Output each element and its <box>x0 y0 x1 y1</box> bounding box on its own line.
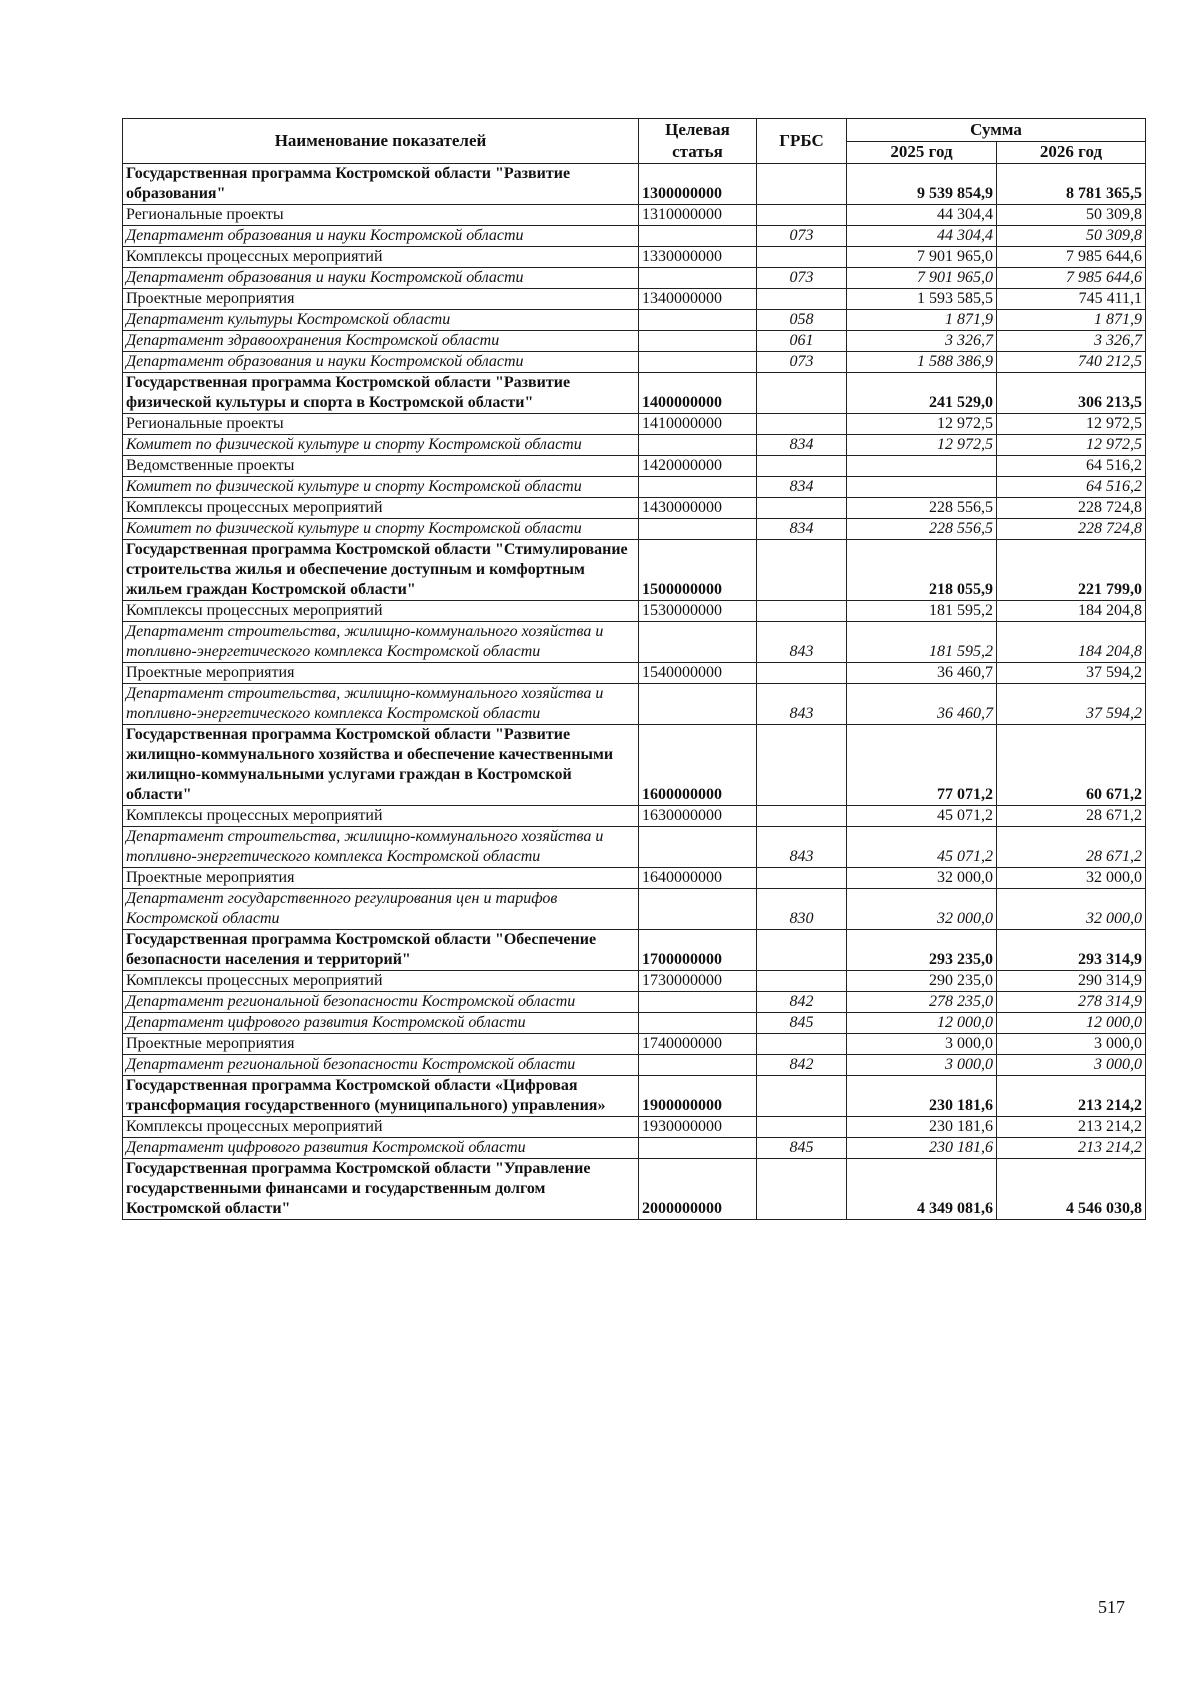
row-amount-2026: 8 781 365,5 <box>997 164 1146 205</box>
row-name: Департамент государственного регулирования цен и тарифов Костромской области <box>123 889 639 930</box>
row-amount-2026: 4 546 030,8 <box>997 1159 1146 1220</box>
row-amount-2025: 3 000,0 <box>847 1034 997 1055</box>
row-amount-2026: 290 314,9 <box>997 971 1146 992</box>
row-grbs: 834 <box>757 435 847 456</box>
row-amount-2026: 184 204,8 <box>997 601 1146 622</box>
row-target-code: 2000000000 <box>639 1159 757 1220</box>
row-amount-2026: 37 594,2 <box>997 684 1146 725</box>
row-name: Проектные мероприятия <box>123 663 639 684</box>
row-target-code <box>639 226 757 247</box>
table-row <box>123 1055 1146 1076</box>
table-row <box>123 310 1146 331</box>
table-row <box>123 663 1146 684</box>
row-amount-2025: 228 556,5 <box>847 519 997 540</box>
row-name: Государственная программа Костромской области "Развитие физической культуры и спорта в Костромской области" <box>123 373 639 414</box>
row-target-code <box>639 1055 757 1076</box>
row-grbs <box>757 663 847 684</box>
row-target-code: 1400000000 <box>639 373 757 414</box>
table-row <box>123 868 1146 889</box>
table-row <box>123 1076 1146 1117</box>
row-amount-2026: 7 985 644,6 <box>997 247 1146 268</box>
row-amount-2025: 1 871,9 <box>847 310 997 331</box>
table-row <box>123 289 1146 310</box>
table-row <box>123 247 1146 268</box>
row-amount-2026: 64 516,2 <box>997 477 1146 498</box>
table-row <box>123 1117 1146 1138</box>
row-amount-2026: 293 314,9 <box>997 930 1146 971</box>
row-name: Департамент здравоохранения Костромской области <box>123 331 639 352</box>
row-amount-2026: 213 214,2 <box>997 1138 1146 1159</box>
row-amount-2025: 293 235,0 <box>847 930 997 971</box>
row-amount-2026: 64 516,2 <box>997 456 1146 477</box>
row-target-code: 1900000000 <box>639 1076 757 1117</box>
row-amount-2025: 12 000,0 <box>847 1013 997 1034</box>
table-row <box>123 331 1146 352</box>
row-name: Комплексы процессных мероприятий <box>123 601 639 622</box>
row-name: Региональные проекты <box>123 205 639 226</box>
row-amount-2026: 228 724,8 <box>997 498 1146 519</box>
table-row <box>123 414 1146 435</box>
row-target-code: 1740000000 <box>639 1034 757 1055</box>
row-grbs <box>757 247 847 268</box>
row-target-code <box>639 1138 757 1159</box>
row-grbs <box>757 498 847 519</box>
row-amount-2025: 77 071,2 <box>847 725 997 806</box>
row-target-code: 1420000000 <box>639 456 757 477</box>
table-row <box>123 373 1146 414</box>
row-grbs <box>757 1159 847 1220</box>
table-row <box>123 1138 1146 1159</box>
table-row <box>123 622 1146 663</box>
row-target-code <box>639 477 757 498</box>
row-grbs <box>757 289 847 310</box>
row-amount-2026: 37 594,2 <box>997 663 1146 684</box>
row-target-code: 1410000000 <box>639 414 757 435</box>
row-target-code <box>639 827 757 868</box>
row-target-code <box>639 889 757 930</box>
row-name: Департамент цифрового развития Костромской области <box>123 1013 639 1034</box>
row-grbs <box>757 1117 847 1138</box>
row-amount-2026: 3 000,0 <box>997 1055 1146 1076</box>
row-amount-2025: 12 972,5 <box>847 435 997 456</box>
row-amount-2026: 28 671,2 <box>997 827 1146 868</box>
row-amount-2026: 228 724,8 <box>997 519 1146 540</box>
row-grbs <box>757 971 847 992</box>
row-name: Региональные проекты <box>123 414 639 435</box>
row-amount-2025: 230 181,6 <box>847 1138 997 1159</box>
row-grbs <box>757 373 847 414</box>
row-target-code: 1530000000 <box>639 601 757 622</box>
row-grbs: 830 <box>757 889 847 930</box>
row-amount-2026: 221 799,0 <box>997 540 1146 601</box>
row-amount-2025: 32 000,0 <box>847 889 997 930</box>
row-amount-2026: 745 411,1 <box>997 289 1146 310</box>
header-grbs: ГРБС <box>757 119 847 164</box>
row-name: Комплексы процессных мероприятий <box>123 498 639 519</box>
row-target-code: 1430000000 <box>639 498 757 519</box>
row-amount-2025: 44 304,4 <box>847 205 997 226</box>
row-target-code: 1700000000 <box>639 930 757 971</box>
row-grbs: 842 <box>757 992 847 1013</box>
header-2026: 2026 год <box>997 141 1146 164</box>
row-amount-2025: 9 539 854,9 <box>847 164 997 205</box>
row-amount-2025: 181 595,2 <box>847 622 997 663</box>
row-amount-2025: 218 055,9 <box>847 540 997 601</box>
row-amount-2026: 50 309,8 <box>997 205 1146 226</box>
row-amount-2025: 278 235,0 <box>847 992 997 1013</box>
table-row <box>123 1034 1146 1055</box>
row-target-code <box>639 684 757 725</box>
table-row <box>123 477 1146 498</box>
row-amount-2026: 12 972,5 <box>997 414 1146 435</box>
row-amount-2025: 3 000,0 <box>847 1055 997 1076</box>
row-amount-2025: 230 181,6 <box>847 1117 997 1138</box>
row-grbs <box>757 930 847 971</box>
table-row <box>123 540 1146 601</box>
row-target-code <box>639 435 757 456</box>
row-target-code: 1930000000 <box>639 1117 757 1138</box>
row-name: Комплексы процессных мероприятий <box>123 247 639 268</box>
row-name: Проектные мероприятия <box>123 868 639 889</box>
table-row <box>123 992 1146 1013</box>
row-name: Государственная программа Костромской области "Развитие образования" <box>123 164 639 205</box>
row-grbs <box>757 540 847 601</box>
table-row <box>123 456 1146 477</box>
header-name: Наименование показателей <box>123 119 639 164</box>
row-target-code: 1500000000 <box>639 540 757 601</box>
row-grbs <box>757 806 847 827</box>
row-target-code: 1340000000 <box>639 289 757 310</box>
row-amount-2026: 12 000,0 <box>997 1013 1146 1034</box>
row-grbs <box>757 456 847 477</box>
row-target-code <box>639 310 757 331</box>
table-row <box>123 498 1146 519</box>
row-name: Департамент региональной безопасности Костромской области <box>123 1055 639 1076</box>
header-2025: 2025 год <box>847 141 997 164</box>
table-row <box>123 971 1146 992</box>
row-amount-2026: 32 000,0 <box>997 868 1146 889</box>
row-amount-2026: 50 309,8 <box>997 226 1146 247</box>
row-amount-2025: 7 901 965,0 <box>847 247 997 268</box>
row-name: Департамент строительства, жилищно-коммунального хозяйства и топливно-энергетического комплекса Костромской области <box>123 684 639 725</box>
row-grbs: 842 <box>757 1055 847 1076</box>
row-amount-2026: 3 000,0 <box>997 1034 1146 1055</box>
row-grbs: 843 <box>757 827 847 868</box>
row-grbs: 073 <box>757 226 847 247</box>
row-name: Государственная программа Костромской области "Обеспечение безопасности населения и территорий" <box>123 930 639 971</box>
table-row <box>123 164 1146 205</box>
table-row <box>123 268 1146 289</box>
row-name: Комитет по физической культуре и спорту Костромской области <box>123 435 639 456</box>
table-row <box>123 226 1146 247</box>
table-row <box>123 806 1146 827</box>
row-name: Государственная программа Костромской области "Стимулирование строительства жилья и обеспечение доступным и комфортным жильем граждан Костромской области" <box>123 540 639 601</box>
row-grbs <box>757 164 847 205</box>
row-amount-2026: 60 671,2 <box>997 725 1146 806</box>
row-amount-2025: 290 235,0 <box>847 971 997 992</box>
row-name: Комплексы процессных мероприятий <box>123 971 639 992</box>
row-grbs: 058 <box>757 310 847 331</box>
row-grbs: 845 <box>757 1138 847 1159</box>
row-name: Департамент строительства, жилищно-коммунального хозяйства и топливно-энергетического комплекса Костромской области <box>123 827 639 868</box>
row-name: Государственная программа Костромской области "Развитие жилищно-коммунального хозяйства и обеспечение качественными жилищно-коммунальными услугами граждан в Костромской области" <box>123 725 639 806</box>
row-amount-2025: 12 972,5 <box>847 414 997 435</box>
row-name: Департамент строительства, жилищно-коммунального хозяйства и топливно-энергетического комплекса Костромской области <box>123 622 639 663</box>
row-target-code: 1600000000 <box>639 725 757 806</box>
row-name: Департамент образования и науки Костромской области <box>123 268 639 289</box>
row-grbs <box>757 414 847 435</box>
row-name: Департамент цифрового развития Костромской области <box>123 1138 639 1159</box>
table-row <box>123 352 1146 373</box>
header-sum: Сумма <box>847 119 1146 142</box>
row-amount-2025: 44 304,4 <box>847 226 997 247</box>
row-amount-2026: 213 214,2 <box>997 1076 1146 1117</box>
row-amount-2026: 740 212,5 <box>997 352 1146 373</box>
row-name: Департамент культуры Костромской области <box>123 310 639 331</box>
row-name: Департамент образования и науки Костромской области <box>123 352 639 373</box>
row-amount-2025: 32 000,0 <box>847 868 997 889</box>
table-row <box>123 889 1146 930</box>
row-name: Комплексы процессных мероприятий <box>123 806 639 827</box>
row-target-code <box>639 268 757 289</box>
row-amount-2026: 184 204,8 <box>997 622 1146 663</box>
table-row <box>123 827 1146 868</box>
row-grbs: 073 <box>757 268 847 289</box>
row-name: Проектные мероприятия <box>123 289 639 310</box>
table-row <box>123 725 1146 806</box>
row-name: Государственная программа Костромской области "Управление государственными финансами и государственным долгом Костромской области" <box>123 1159 639 1220</box>
row-target-code: 1730000000 <box>639 971 757 992</box>
row-amount-2026: 213 214,2 <box>997 1117 1146 1138</box>
row-target-code: 1540000000 <box>639 663 757 684</box>
row-amount-2025: 1 593 585,5 <box>847 289 997 310</box>
row-amount-2025: 230 181,6 <box>847 1076 997 1117</box>
row-amount-2026: 278 314,9 <box>997 992 1146 1013</box>
table-row <box>123 1013 1146 1034</box>
row-target-code <box>639 1013 757 1034</box>
row-grbs: 843 <box>757 622 847 663</box>
row-amount-2026: 1 871,9 <box>997 310 1146 331</box>
row-amount-2025: 241 529,0 <box>847 373 997 414</box>
row-grbs: 073 <box>757 352 847 373</box>
table-header <box>123 119 1146 164</box>
row-name: Комитет по физической культуре и спорту Костромской области <box>123 477 639 498</box>
row-grbs <box>757 725 847 806</box>
table-row <box>123 601 1146 622</box>
row-grbs <box>757 1034 847 1055</box>
row-amount-2026: 32 000,0 <box>997 889 1146 930</box>
header-target: Целевая статья <box>639 119 757 164</box>
row-name: Департамент региональной безопасности Костромской области <box>123 992 639 1013</box>
row-grbs: 061 <box>757 331 847 352</box>
row-grbs <box>757 205 847 226</box>
row-name: Комплексы процессных мероприятий <box>123 1117 639 1138</box>
row-target-code: 1330000000 <box>639 247 757 268</box>
row-target-code <box>639 331 757 352</box>
table-row <box>123 435 1146 456</box>
row-grbs <box>757 868 847 889</box>
row-amount-2025: 45 071,2 <box>847 806 997 827</box>
row-amount-2025: 4 349 081,6 <box>847 1159 997 1220</box>
table-body <box>123 164 1146 1220</box>
row-amount-2025 <box>847 477 997 498</box>
row-grbs <box>757 601 847 622</box>
row-amount-2026: 7 985 644,6 <box>997 268 1146 289</box>
row-grbs: 834 <box>757 519 847 540</box>
row-amount-2025: 7 901 965,0 <box>847 268 997 289</box>
row-amount-2026: 28 671,2 <box>997 806 1146 827</box>
row-grbs: 843 <box>757 684 847 725</box>
row-target-code: 1310000000 <box>639 205 757 226</box>
table-row <box>123 684 1146 725</box>
row-amount-2026: 306 213,5 <box>997 373 1146 414</box>
row-grbs: 845 <box>757 1013 847 1034</box>
row-target-code: 1640000000 <box>639 868 757 889</box>
row-target-code: 1300000000 <box>639 164 757 205</box>
row-amount-2025 <box>847 456 997 477</box>
row-name: Проектные мероприятия <box>123 1034 639 1055</box>
row-amount-2025: 3 326,7 <box>847 331 997 352</box>
budget-table <box>122 118 1146 1220</box>
row-amount-2025: 228 556,5 <box>847 498 997 519</box>
table-row <box>123 1159 1146 1220</box>
row-grbs <box>757 1076 847 1117</box>
row-amount-2025: 181 595,2 <box>847 601 997 622</box>
row-name: Департамент образования и науки Костромской области <box>123 226 639 247</box>
row-target-code <box>639 519 757 540</box>
row-amount-2025: 45 071,2 <box>847 827 997 868</box>
table-row <box>123 205 1146 226</box>
row-grbs: 834 <box>757 477 847 498</box>
row-name: Комитет по физической культуре и спорту Костромской области <box>123 519 639 540</box>
row-target-code <box>639 992 757 1013</box>
row-target-code: 1630000000 <box>639 806 757 827</box>
row-target-code <box>639 622 757 663</box>
table-row <box>123 930 1146 971</box>
row-name: Ведомственные проекты <box>123 456 639 477</box>
row-amount-2025: 36 460,7 <box>847 663 997 684</box>
row-amount-2025: 36 460,7 <box>847 684 997 725</box>
row-amount-2026: 12 972,5 <box>997 435 1146 456</box>
row-amount-2025: 1 588 386,9 <box>847 352 997 373</box>
row-name: Государственная программа Костромской области «Цифровая трансформация государственного (муниципального) управления» <box>123 1076 639 1117</box>
table-row <box>123 519 1146 540</box>
row-amount-2026: 3 326,7 <box>997 331 1146 352</box>
row-target-code <box>639 352 757 373</box>
page-number: 517 <box>1098 1597 1125 1617</box>
